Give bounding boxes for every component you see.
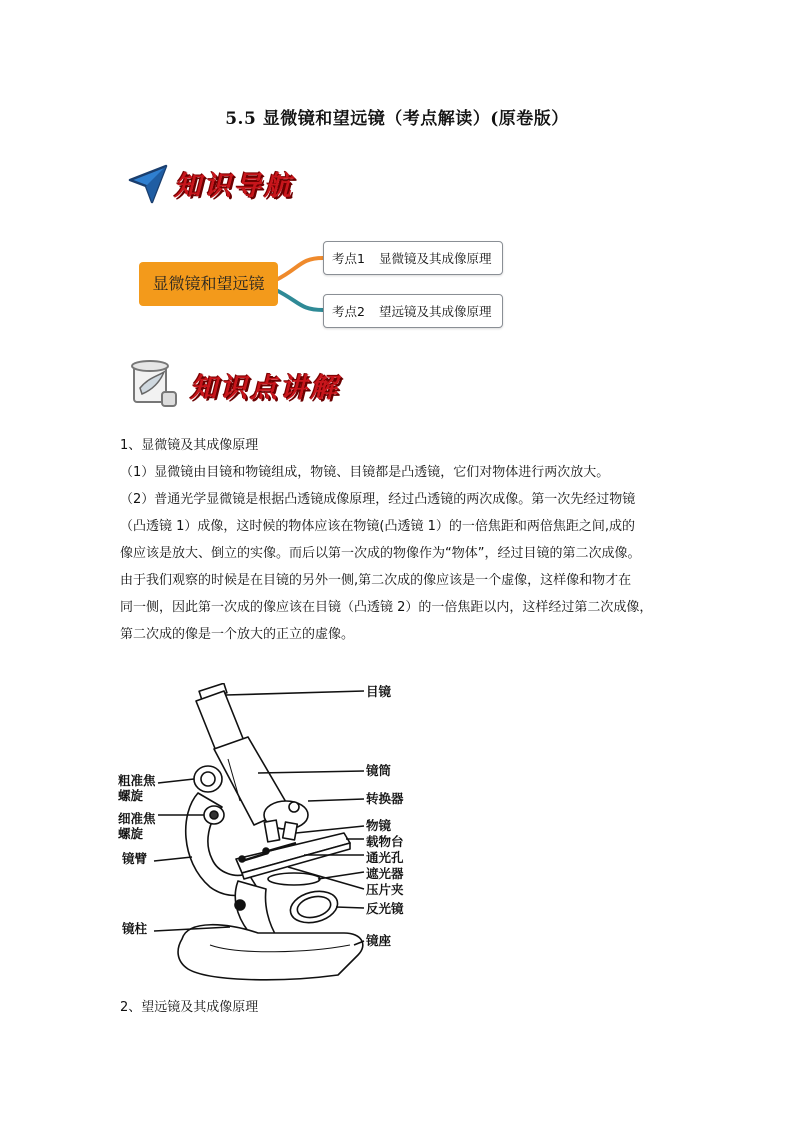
paragraph-line: 第二次成的像是一个放大的正立的虚像。 xyxy=(120,627,355,642)
topic-number: 考点1 xyxy=(332,251,365,266)
section-heading: 1、显微镜及其成像原理 xyxy=(120,438,259,453)
label-tube: 镜筒 xyxy=(366,763,392,778)
label-diaphragm: 遮光器 xyxy=(366,866,404,881)
label-base: 镜座 xyxy=(366,933,392,948)
label-eyepiece: 目镜 xyxy=(366,684,392,699)
microscope-diagram xyxy=(118,683,418,985)
mindmap-topic-2 xyxy=(323,294,503,328)
knowledge-navigation-banner xyxy=(126,160,326,204)
section-1 xyxy=(120,432,700,648)
label-pillar: 镜柱 xyxy=(122,921,148,936)
paragraph-line: 同一侧，因此第一次成的像应该在目镜（凸透镜 2）的一倍焦距以内，这样经过第二次成像， xyxy=(120,600,653,615)
section-2 xyxy=(120,994,700,1021)
paragraph-line: （1）显微镜由目镜和物镜组成，物镜、目镜都是凸透镜，它们对物体进行两次放大。 xyxy=(120,465,610,480)
label-stage-clip: 压片夹 xyxy=(366,882,404,897)
knowledge-explanation-banner xyxy=(126,358,366,412)
label-stage: 载物台 xyxy=(366,834,404,849)
paragraph-line: 由于我们观察的时候是在目镜的另外一侧,第二次成的像应该是一个虚像，这样像和物才在 xyxy=(120,573,632,588)
label-coarse-focus-2: 螺旋 xyxy=(118,788,144,803)
label-coarse-focus-1: 粗准焦 xyxy=(118,773,156,788)
mindmap-connectors xyxy=(0,0,794,340)
paragraph-line: （2）普通光学显微镜是根据凸透镜成像原理，经过凸透镜的两次成像。第一次先经过物镜 xyxy=(120,492,636,507)
mindmap-topic-1 xyxy=(323,241,503,275)
banner-title: 知识导航 xyxy=(174,171,294,202)
page-title: 5.5 显微镜和望远镜（考点解读）(原卷版） xyxy=(225,109,569,129)
paper-plane-icon xyxy=(126,162,170,206)
label-mirror: 反光镜 xyxy=(366,901,404,916)
paragraph-line: （凸透镜 1）成像，这时候的物体应该在物镜(凸透镜 1）的一倍焦距和两倍焦距之间,成的 xyxy=(120,519,636,534)
topic-number: 考点2 xyxy=(332,304,365,319)
banner-title: 知识点讲解 xyxy=(190,373,340,404)
mindmap-root: 显微镜和望远镜 xyxy=(139,262,278,306)
section-heading: 2、望远镜及其成像原理 xyxy=(120,1000,259,1015)
topic-label: 望远镜及其成像原理 xyxy=(378,304,492,319)
label-nosepiece: 转换器 xyxy=(366,791,404,806)
scroll-quill-icon xyxy=(126,358,182,412)
label-arm: 镜臂 xyxy=(122,851,148,866)
paragraph-line: 像应该是放大、倒立的实像。而后以第一次成的物像作为“物体”，经过目镜的第二次成像。 xyxy=(120,546,641,561)
topic-label: 显微镜及其成像原理 xyxy=(378,251,492,266)
label-aperture: 通光孔 xyxy=(366,850,404,865)
label-fine-focus-1: 细准焦 xyxy=(118,811,156,826)
label-fine-focus-2: 螺旋 xyxy=(118,826,144,841)
label-objective: 物镜 xyxy=(366,818,392,833)
